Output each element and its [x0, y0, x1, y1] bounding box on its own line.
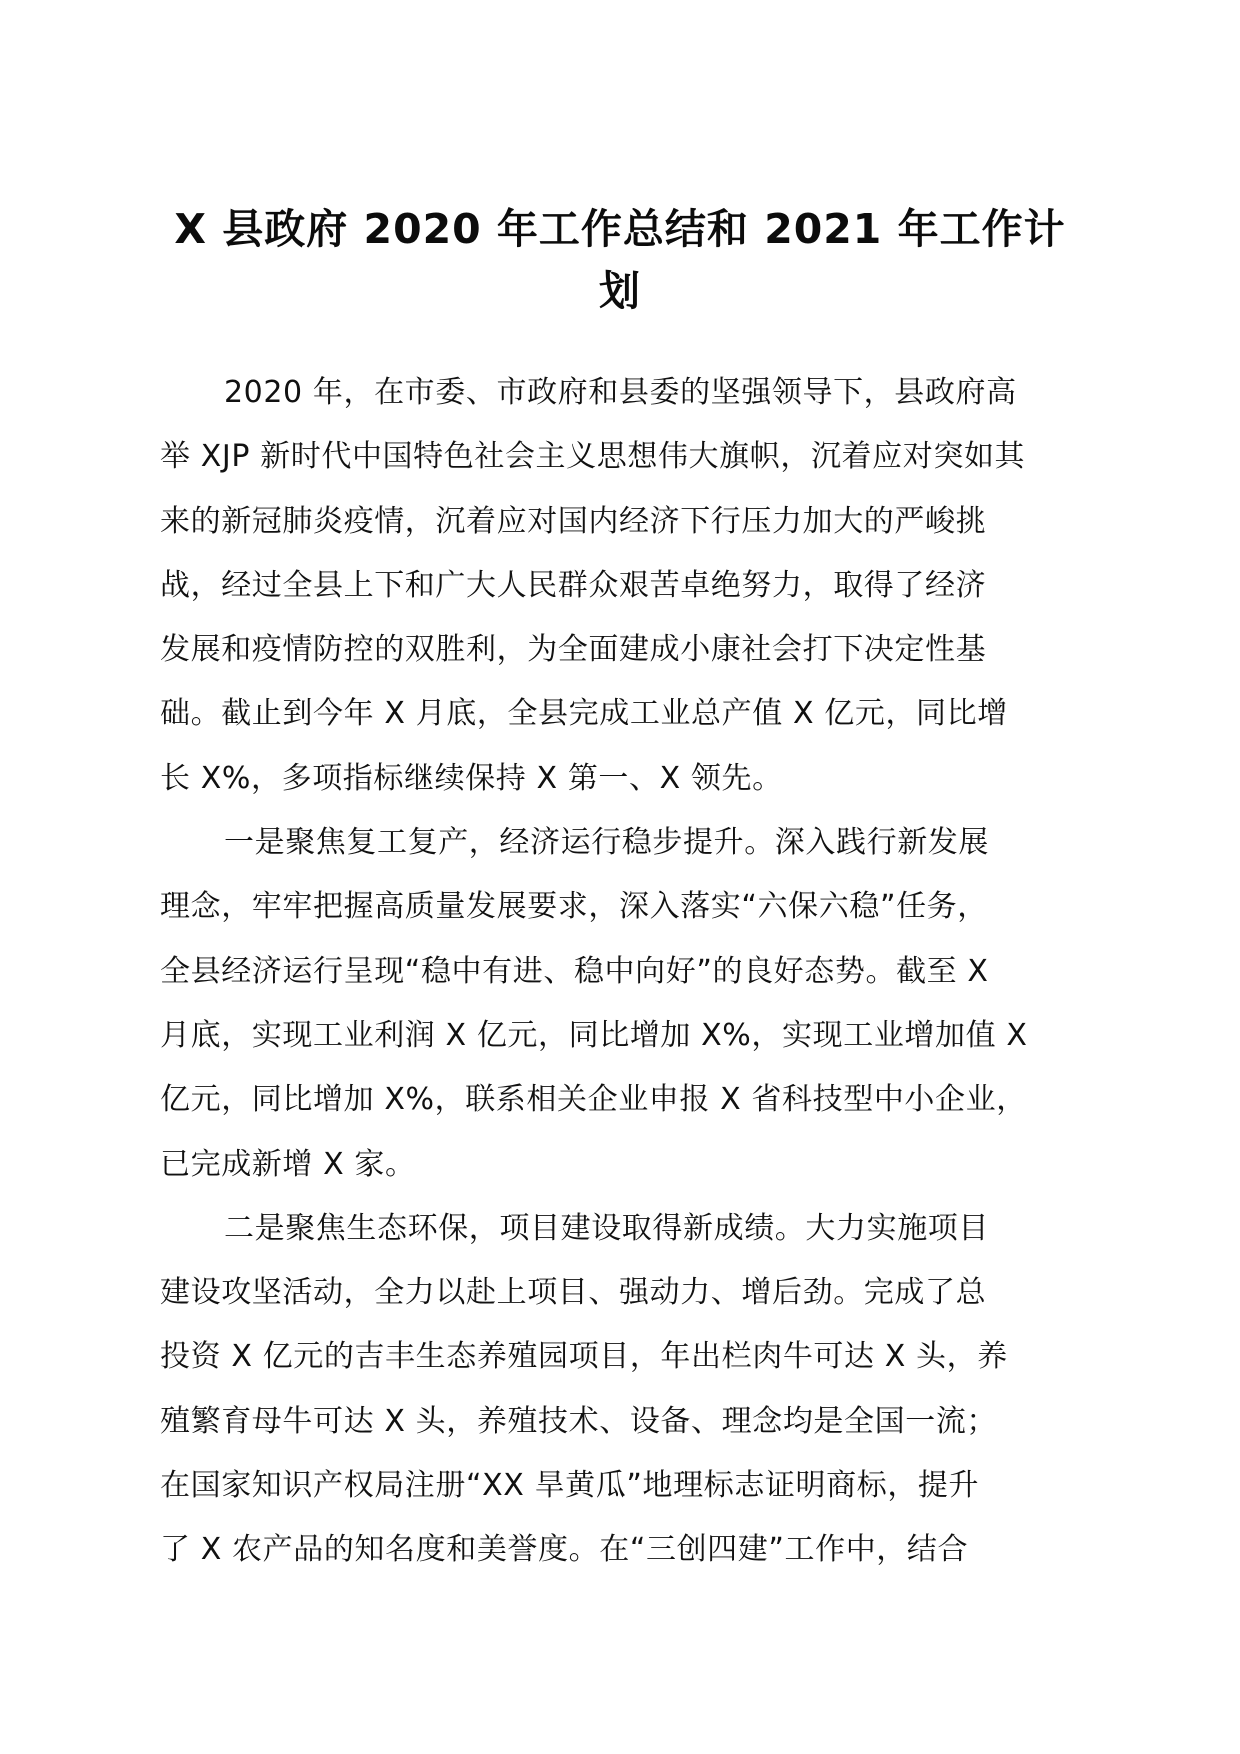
title-line: 划 — [599, 267, 641, 315]
paragraph-line: 二是聚焦生态环保，项目建设取得新成绩。大力实施项目 — [224, 1210, 989, 1246]
paragraph-line: 月底，实现工业利润 X 亿元，同比增加 X%，实现工业增加值 X — [160, 1017, 1028, 1053]
paragraph-line: 投资 X 亿元的吉丰生态养殖园项目，年出栏肉牛可达 X 头，养 — [160, 1339, 1008, 1375]
paragraph-line: 殖繁育母牛可达 X 头，养殖技术、设备、理念均是全国一流； — [160, 1403, 998, 1439]
paragraph-line: 战，经过全县上下和广大人民群众艰苦卓绝努力，取得了经济 — [160, 567, 987, 603]
paragraph-line: 2020 年，在市委、市政府和县委的坚强领导下，县政府高 — [224, 375, 1017, 410]
paragraph-line: 了 X 农产品的知名度和美誉度。在“三创四建”工作中，结合 — [160, 1532, 969, 1568]
document-title — [155, 198, 1085, 322]
paragraph-line: 已完成新增 X 家。 — [160, 1146, 416, 1182]
title-line: X 县政府 2020 年工作总结和 2021 年工作计 — [174, 205, 1066, 253]
paragraph-line: 长 X%，多项指标继续保持 X 第一、X 领先。 — [160, 760, 783, 796]
paragraph-line: 亿元，同比增加 X%，联系相关企业申报 X 省科技型中小企业， — [160, 1082, 1027, 1118]
paragraph-line: 举 XJP 新时代中国特色社会主义思想伟大旗帜，沉着应对突如其 — [160, 439, 1026, 475]
paragraph-line: 建设攻坚活动，全力以赴上项目、强动力、增后劲。完成了总 — [160, 1275, 987, 1311]
paragraph-line: 在国家知识产权局注册“XX 旱黄瓜”地理标志证明商标，提升 — [160, 1468, 980, 1504]
paragraph-line: 发展和疫情防控的双胜利，为全面建成小康社会打下决定性基 — [160, 632, 987, 668]
paragraph-line: 全县经济运行呈现“稳中有进、稳中向好”的良好态势。截至 X — [160, 953, 989, 989]
document-body — [160, 361, 1120, 1583]
paragraph-line: 理念，牢牢把握高质量发展要求，深入落实“六保六稳”任务， — [160, 889, 988, 925]
paragraph-line: 一是聚焦复工复产，经济运行稳步提升。深入践行新发展 — [224, 825, 989, 861]
paragraph-line: 础。截止到今年 X 月底，全县完成工业总产值 X 亿元，同比增 — [160, 696, 1008, 732]
paragraph-line: 来的新冠肺炎疫情，沉着应对国内经济下行压力加大的严峻挑 — [160, 503, 987, 539]
